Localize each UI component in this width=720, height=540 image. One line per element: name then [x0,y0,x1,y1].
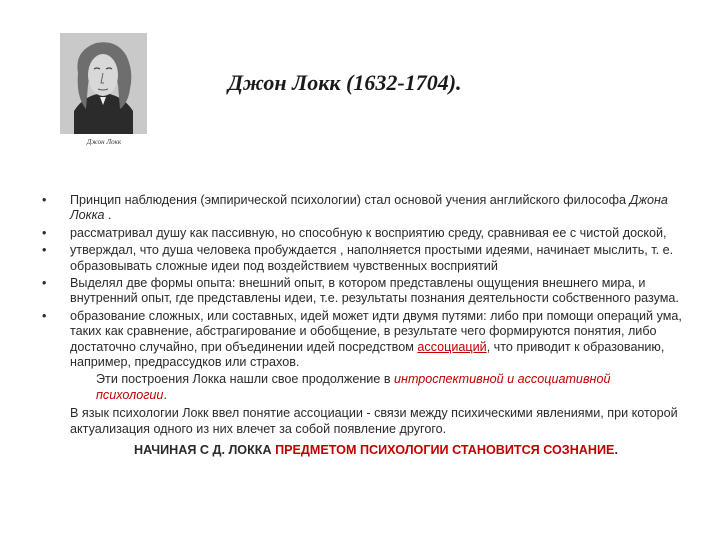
portrait-image [60,33,147,134]
list-item [42,276,682,307]
list-item-text: рассматривал душу как пассивную, но способную к восприятию среду, сравнивая ее с чистой доской, [70,225,667,240]
introspective-psychology-term: интроспективной и ассоциативной психологии [96,372,611,402]
paragraph-continuation: Эти построения Локка нашли свое продолжение в интроспективной и ассоциативной психологии. [96,372,611,402]
bullet-marker: • [42,225,47,240]
list-item [42,226,682,241]
list-item-text: утверждал, что душа человека пробуждается , наполняется простыми идеями, начинает мыслить, т. е. образовывать сложные идеи под воздействием чувственных восприятий [70,243,674,273]
content-list [42,193,682,459]
list-item-text: образование сложных, или составных, идей может идти двумя путями: либо при помощи операций ума, таких как сравнение, абстрагирование и обобщение, в результате чего формируются понятия, либо достаточно случайно, при объединении идей посредством ассоциаций, что приводит к образованию, например, предрассудков или страхов. [70,308,682,370]
portrait-caption: Джон Локк [86,138,122,146]
paragraph-association: В язык психологии Локк ввел понятие ассоциации - связи между психическими явлениями, при которой актуализация одного из них влечет за собой появление другого. [70,406,678,436]
associations-term: ассоциаций [417,339,487,354]
page-title: Джон Локк (1632-1704). [228,70,462,95]
list-item [42,243,682,274]
conclusion-line: НАЧИНАЯ С Д. ЛОККА ПРЕДМЕТОМ ПСИХОЛОГИИ СТАНОВИТСЯ СОЗНАНИЕ. [134,443,618,458]
list-item-text: Принцип наблюдения (эмпирической психологии) стал основой учения английского философа Джона Локка . [70,193,668,223]
bullet-marker: • [42,193,47,207]
bullet-marker: • [42,276,47,291]
list-item [42,309,682,371]
list-item [42,193,682,224]
bullet-marker: • [42,308,47,323]
bullet-marker: • [42,243,47,258]
list-item-text: Выделял две формы опыта: внешний опыт, в котором представлены ощущения внешнего мира, и внутренний опыт, где представлены идеи, т.е. результаты познания деятельности собственного разума. [70,276,679,306]
